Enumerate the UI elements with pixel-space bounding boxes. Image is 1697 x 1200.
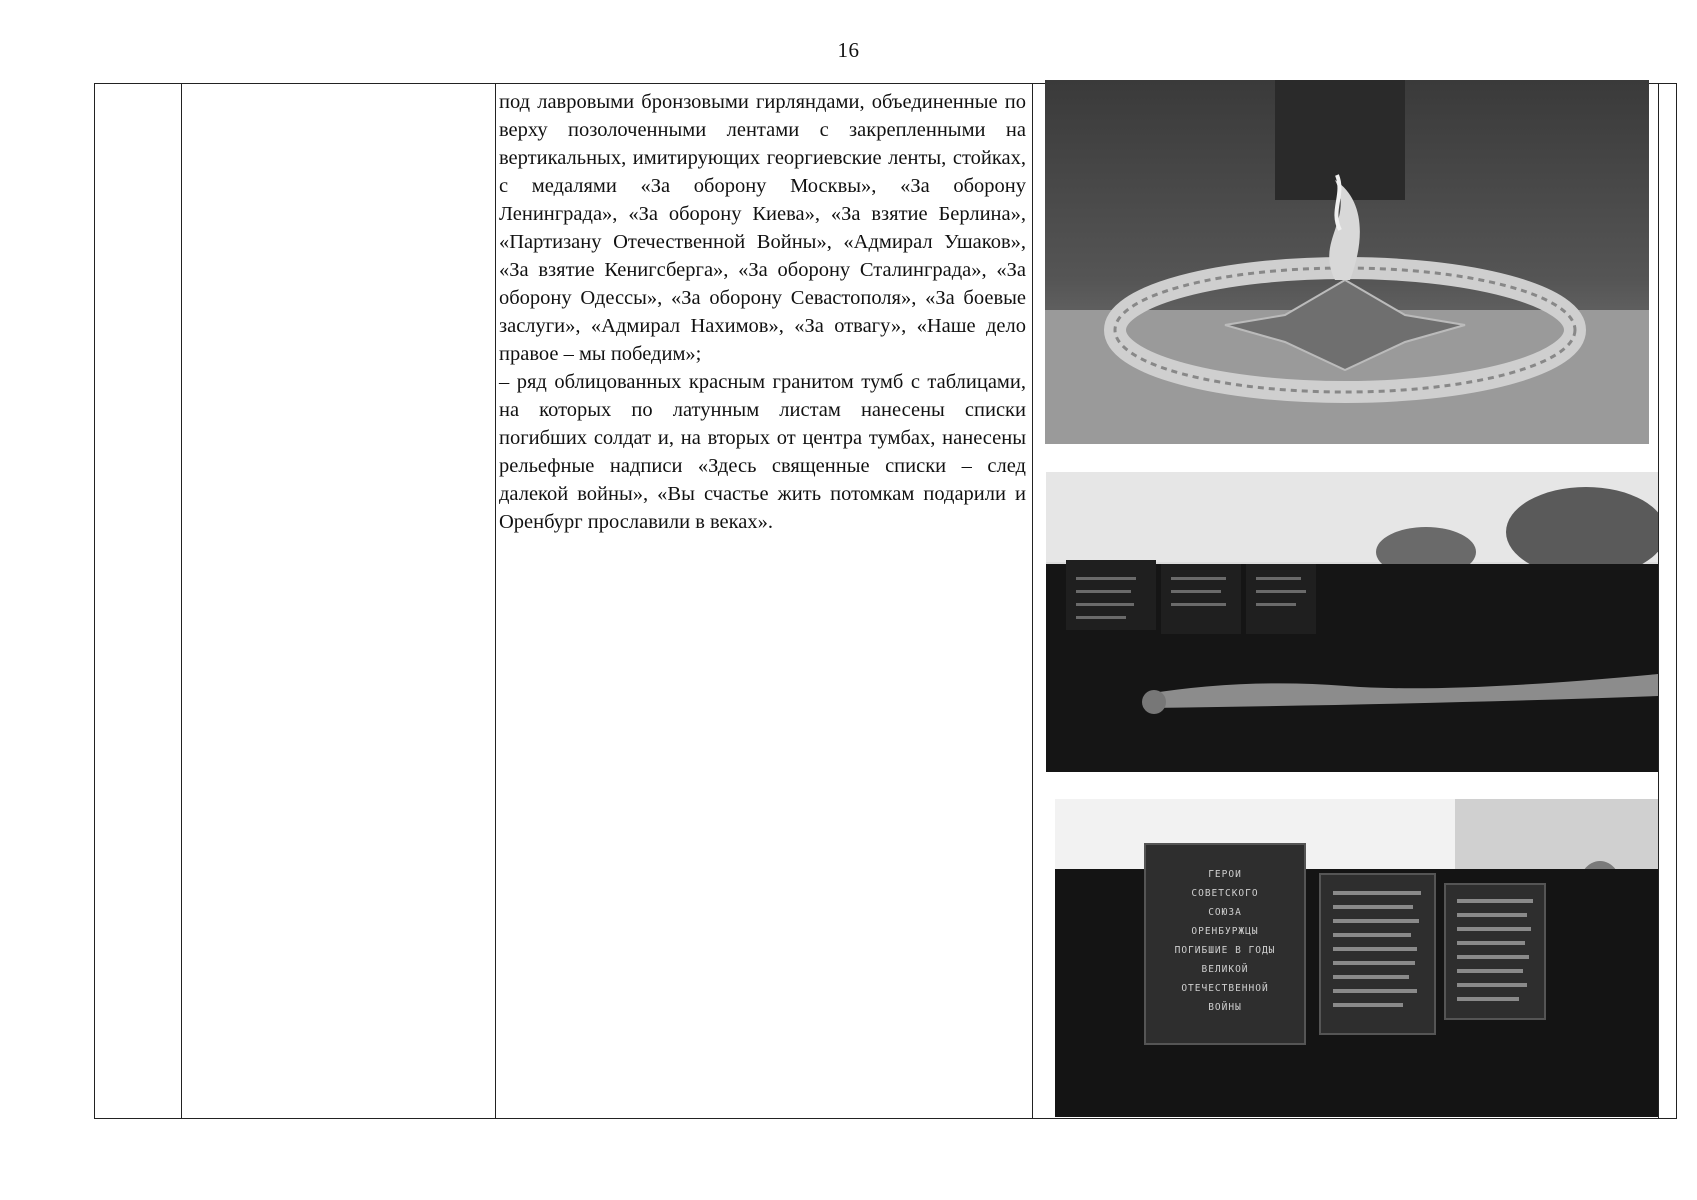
plaque-line: ГЕРОИ [1208, 869, 1242, 880]
column-divider [1658, 84, 1659, 1118]
monument-table [94, 83, 1677, 1119]
column-divider [1032, 84, 1033, 1118]
column-divider [495, 84, 496, 1118]
eternal-flame-photo [1045, 80, 1649, 444]
memorial-wall-photo [1046, 472, 1658, 772]
description-paragraph: под лавровыми бронзовыми гирляндами, объединенные по верху позолоченными лентами с закрепленными на вертикальных, имитирующих георгиевские ленты, стойках, с медалями «За оборону Москвы», «За оборону Ленинграда», «За оборону Киева», «За взятие Берлина», «Партизану Отечественной Войны», «Адмирал Ушаков», «За взятие Кенигсберга», «За оборону Сталинграда», «За оборону Одессы», «За оборону Севастополя», «За боевые заслуги», «Адмирал Нахимов», «За отвагу», «Наше дело правое – мы победим»; [499, 91, 1026, 365]
description-cell [499, 88, 1026, 536]
plaque-line: СОВЕТСКОГО [1191, 888, 1259, 899]
plaque-line: ВЕЛИКОЙ [1201, 964, 1249, 975]
heroes-plaques-photo [1055, 799, 1658, 1117]
plaque-line: ОТЕЧЕСТВЕННОЙ [1181, 983, 1269, 994]
plaque-line: СОЮЗА [1208, 907, 1242, 918]
description-paragraph: – ряд облицованных красным гранитом тумб с таблицами, на которых по латунным листам нанесены списки погибших солдат и, на вторых от центра тумбах, нанесены рельефные надписи «Здесь священные списки – след далекой войны», «Вы счастье жить потомкам подарили и Оренбург прославили в веках». [499, 371, 1026, 533]
plaque-line: ВОЙНЫ [1208, 1002, 1242, 1013]
column-divider [181, 84, 182, 1118]
plaque-line: ПОГИБШИЕ В ГОДЫ [1174, 945, 1276, 956]
page-number: 16 [837, 38, 860, 62]
plaque-line: ОРЕНБУРЖЦЫ [1191, 926, 1259, 937]
